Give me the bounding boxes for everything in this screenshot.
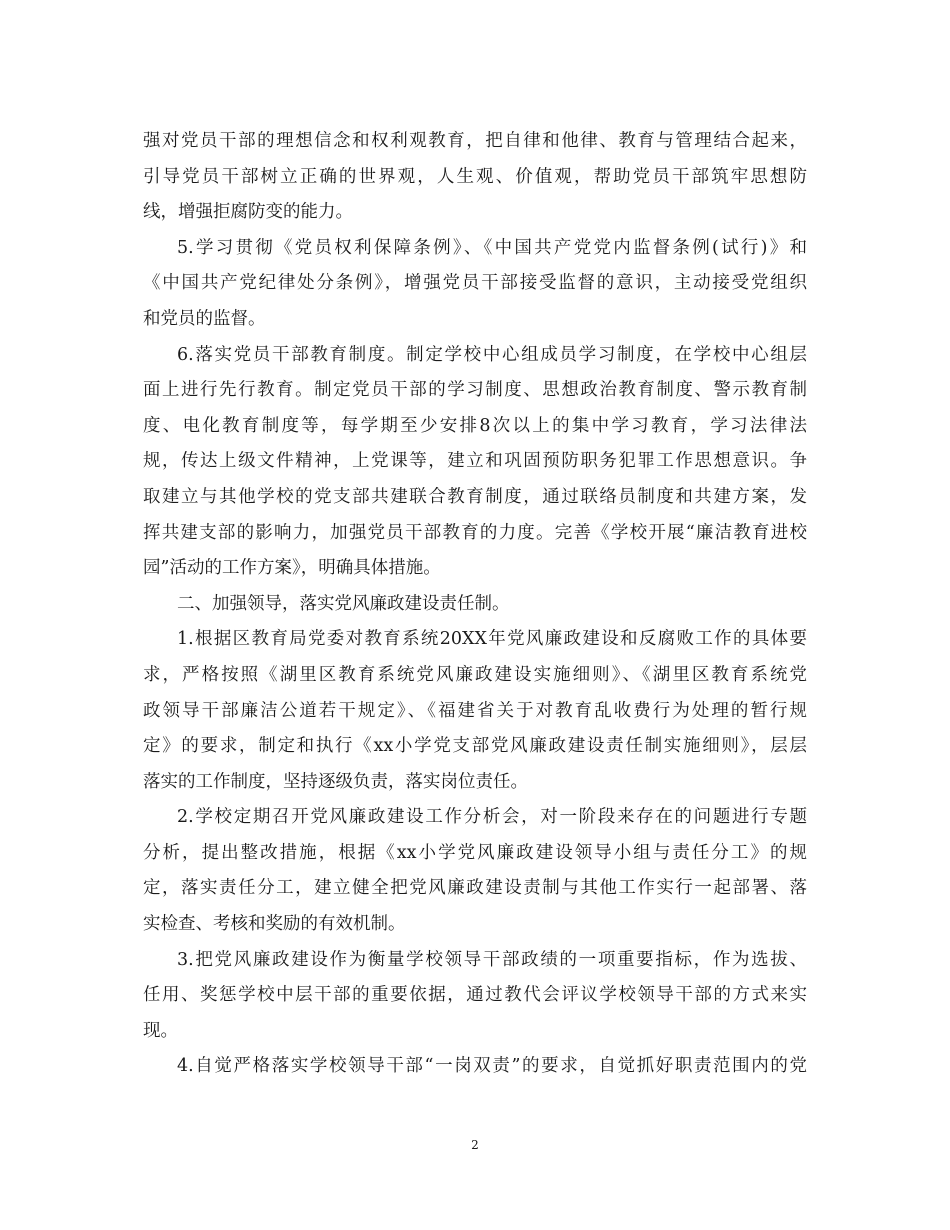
- body-line: 求，严格按照《湖里区教育系统党风廉政建设实施细则》、《湖里区教育系统党: [143, 664, 807, 685]
- body-line: 面上进行先行教育。制定党员干部的学习制度、思想政治教育制度、警示教育制: [143, 380, 807, 401]
- body-line: 度、电化教育制度等，每学期至少安排8次以上的集中学习教育，学习法律法: [143, 415, 807, 436]
- paragraph-first-line: 1.根据区教育局党委对教育系统20XX年党风廉政建设和反腐败工作的具体要: [177, 629, 807, 650]
- paragraph-first-line: 2.学校定期召开党风廉政建设工作分析会，对一阶段来存在的问题进行专题: [177, 807, 807, 828]
- body-line: 《中国共产党纪律处分条例》，增强党员干部接受监督的意识，主动接受党组织: [143, 273, 807, 294]
- body-line: 和党员的监督。: [143, 308, 266, 329]
- body-line: 规，传达上级文件精神，上党课等，建立和巩固预防职务犯罪工作思想意识。争: [143, 451, 807, 472]
- section-heading: 二、加强领导，落实党风廉政建设责任制。: [177, 593, 510, 614]
- body-line: 分析，提出整改措施，根据《xx小学党风廉政建设领导小组与责任分工》的规: [143, 842, 807, 863]
- body-line: 实检查、考核和奖励的有效机制。: [143, 914, 406, 935]
- paragraph-first-line: 3.把党风廉政建设作为衡量学校领导干部政绩的一项重要指标，作为选拔、: [177, 949, 807, 970]
- body-line: 线，增强拒腐防变的能力。: [143, 202, 353, 223]
- body-line: 定，落实责任分工，建立健全把党风廉政建设责制与其他工作实行一起部署、落: [143, 878, 807, 899]
- body-line: 强对党员干部的理想信念和权利观教育，把自律和他律、教育与管理结合起来，: [143, 131, 807, 151]
- page-number: 2: [471, 1138, 479, 1152]
- document-body: [143, 124, 807, 1085]
- paragraph-first-line: 6.落实党员干部教育制度。制定学校中心组成员学习制度，在学校中心组层: [177, 344, 807, 365]
- body-line: 引导党员干部树立正确的世界观，人生观、价值观，帮助党员干部筑牢思想防: [143, 166, 807, 187]
- body-line: 取建立与其他学校的党支部共建联合教育制度，通过联络员制度和共建方案，发: [143, 486, 807, 507]
- body-line: 现。: [143, 1020, 178, 1041]
- body-line: 政领导干部廉洁公道若干规定》、《福建省关于对教育乱收费行为处理的暂行规: [143, 700, 807, 721]
- paragraph-first-line: 4.自觉严格落实学校领导干部“一岗双责”的要求，自觉抓好职责范围内的党: [177, 1056, 807, 1077]
- paragraph-first-line: 5.学习贯彻《党员权利保障条例》、《中国共产党党内监督条例(试行)》和: [177, 237, 807, 258]
- body-line: 定》的要求，制定和执行《xx小学党支部党风廉政建设责任制实施细则》，层层: [143, 736, 807, 757]
- body-line: 挥共建支部的影响力，加强党员干部教育的力度。完善《学校开展“廉洁教育进校: [143, 522, 807, 543]
- body-line: 落实的工作制度，坚持逐级负责，落实岗位责任。: [143, 771, 528, 792]
- body-line: 任用、奖惩学校中层干部的重要依据，通过教代会评议学校领导干部的方式来实: [143, 985, 807, 1006]
- body-line: 园”活动的工作方案》，明确具体措施。: [143, 558, 441, 579]
